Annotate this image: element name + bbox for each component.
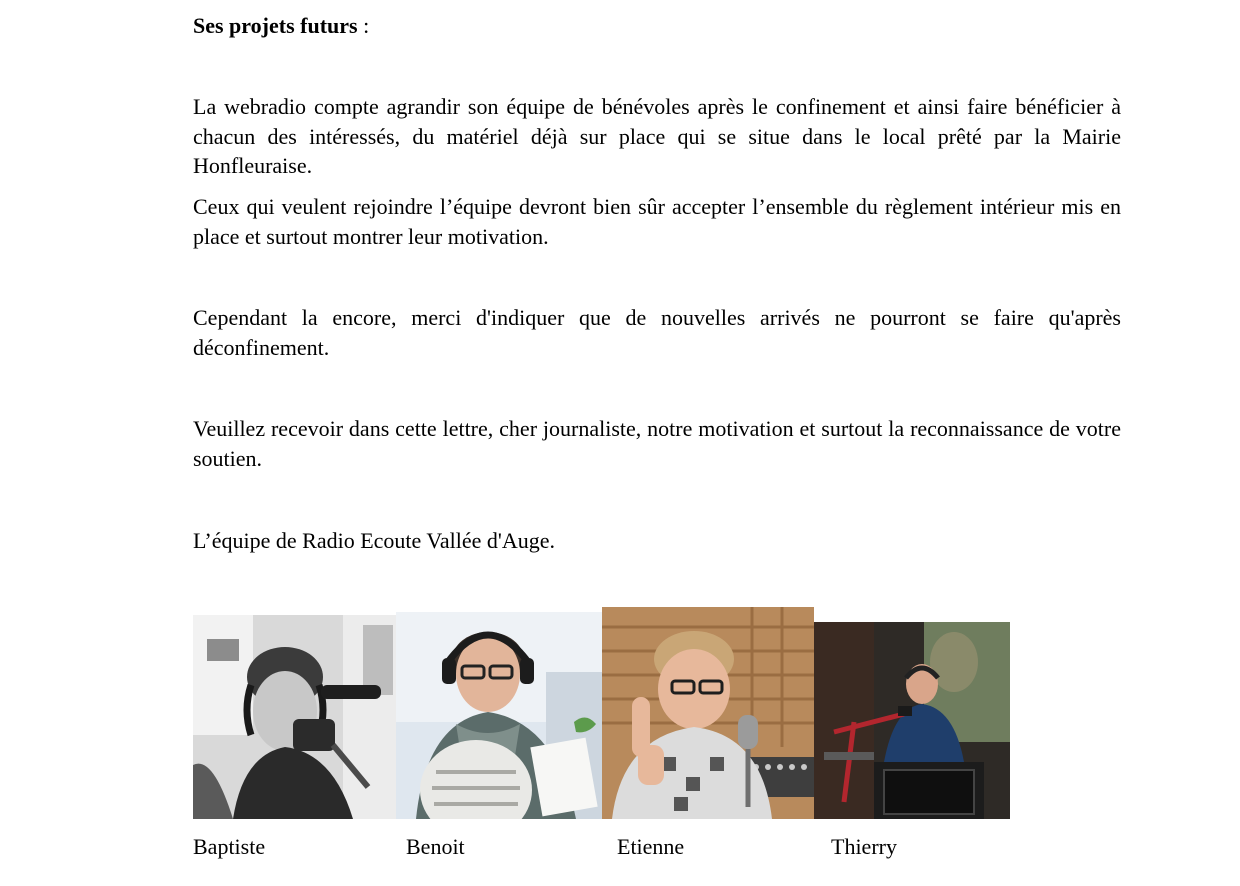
paragraph-future-plans: La webradio compte agrandir son équipe de bénévoles après le confinement et ainsi faire bénéficier à chacun des intéressés, du matériel déjà sur place qui se situe dans le local prêté par la Mairie Honfleuraise.	[193, 94, 1121, 178]
portrait-image	[396, 612, 602, 819]
paragraph-closing-thanks: Veuillez recevoir dans cette lettre, cher journaliste, notre motivation et surtout la reconnaissance de votre soutien.	[193, 416, 1121, 471]
portrait-image	[602, 607, 814, 819]
section-heading-suffix: :	[357, 13, 370, 38]
team-caption-thierry: Thierry	[831, 834, 897, 859]
portrait-image	[814, 622, 1010, 819]
section-heading-bold: Ses projets futurs	[193, 13, 358, 38]
team-photo-baptiste	[193, 615, 396, 819]
team-photo-benoit	[396, 612, 602, 819]
team-photo-etienne	[602, 607, 814, 819]
paragraph-deconfinement: Cependant la encore, merci d'indiquer que de nouvelles arrivés ne pourront se faire qu'après déconfinement.	[193, 305, 1121, 360]
paragraph-joining-team: Ceux qui veulent rejoindre l’équipe devront bien sûr accepter l’ensemble du règlement intérieur mis en place et surtout montrer leur motivation.	[193, 194, 1121, 249]
portrait-image	[193, 615, 396, 819]
team-caption-benoit: Benoit	[406, 834, 465, 859]
paragraph-signature: L’équipe de Radio Ecoute Vallée d'Auge.	[193, 528, 555, 553]
team-caption-etienne: Etienne	[617, 834, 685, 859]
team-photo-thierry	[814, 622, 1010, 819]
section-heading	[193, 11, 369, 40]
team-caption-baptiste: Baptiste	[193, 834, 266, 859]
